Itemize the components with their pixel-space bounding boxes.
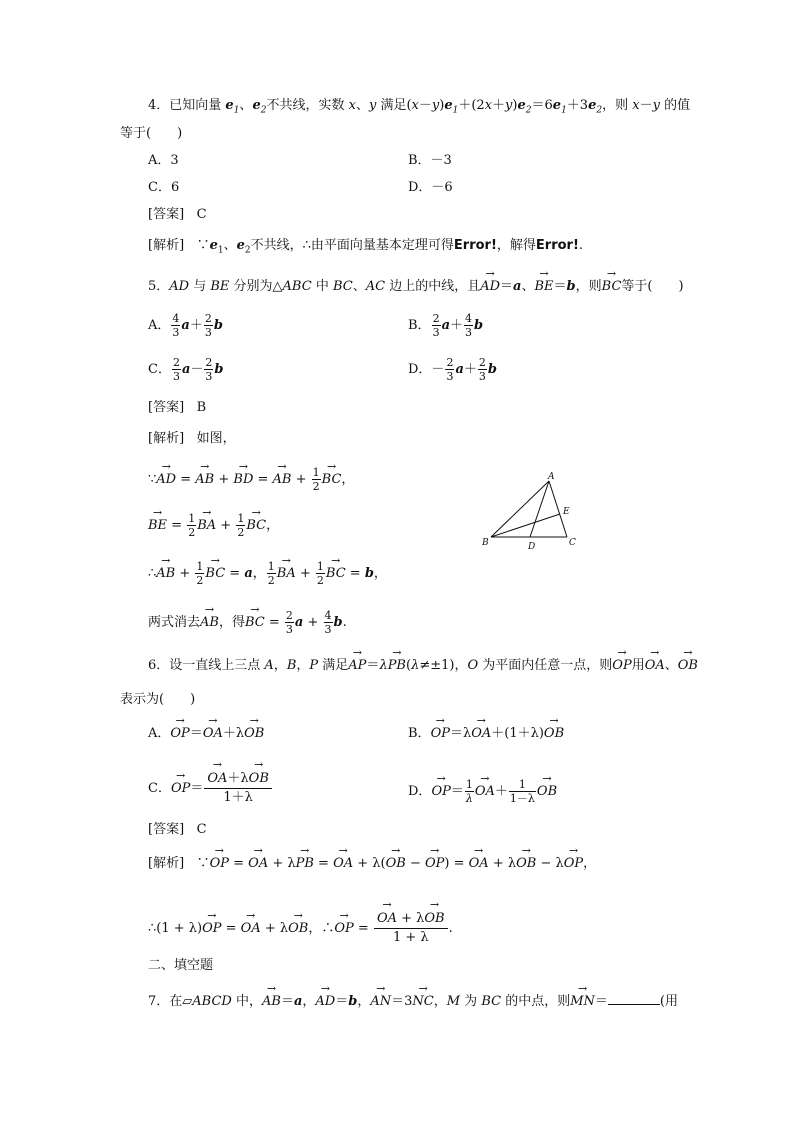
q4-stem-line2: 等于( ) xyxy=(120,126,183,141)
q5-option-a[interactable]: A． $\frac{4}{3}$ a＋ $\frac{2}{3}$ b xyxy=(148,312,223,339)
q4-answer: [答案] C xyxy=(148,207,207,222)
triangle-figure xyxy=(478,470,588,554)
q6-stem-line2: 表示为( ) xyxy=(120,692,196,707)
q4-option-b[interactable]: B．－3 xyxy=(408,153,452,168)
side-ab xyxy=(491,481,549,537)
q5-analysis-line3: ∴→ AB + $\frac{1}{2}$ → BC = a， $\frac{1}{2}$ → BA + $\frac{1}{2}$ → BC = b， xyxy=(148,560,387,587)
q6-option-d[interactable]: D．→ OP＝ $\frac{1}{\lambda}$ → OA＋ $\frac{1}{1-\lambda}$ → OB xyxy=(408,778,557,805)
q5-option-b[interactable]: B． $\frac{2}{3}$ a＋ $\frac{4}{3}$ b xyxy=(408,312,484,339)
q5-answer: [答案] B xyxy=(148,400,207,415)
q4-option-c[interactable]: C．6 xyxy=(148,180,180,195)
q7-answer-blank[interactable] xyxy=(608,992,660,1005)
q5-analysis-line1: ∵→ AD = → AB + → BD = → AB + $\frac{1}{2}$ → BC， xyxy=(148,466,354,493)
median-be xyxy=(491,514,560,537)
q6-analysis-line1: [解析] ∵→ OP = → OA + λ→ PB = → OA + λ(→ OB − → OP) = → OA + λ→ OB − λ→ OP， xyxy=(148,856,596,872)
q7-stem: 7．在▱ABCD 中，→ AB＝a，→ AD＝b，→ AN＝3→ NC，M 为 BC 的中点，则→ MN＝ (用 xyxy=(148,992,678,1010)
q6-answer: [答案] C xyxy=(148,822,207,837)
label-d: D xyxy=(528,542,536,552)
q6-stem-line1: 6．设一直线上三点 A，B，P 满足→ AP＝λ→ PB(λ≠±1)，O 为平面内任意一点，则→ OP用→ OA、→ OB xyxy=(148,658,698,674)
q5-option-d[interactable]: D．－ $\frac{2}{3}$ a＋ $\frac{2}{3}$ b xyxy=(408,356,497,383)
q4-stem-line1: 4．已知向量 $e_1$、$e_2$不共线，实数 x、y 满足$(x-y)e_1+(2x+y)e_2=6e_1+3e_2$，则 x－y 的值 xyxy=(148,98,691,116)
median-ad xyxy=(530,481,549,537)
label-b: B xyxy=(482,538,489,548)
q5-analysis-line4: 两式消去→ AB，得→ BC = $\frac{2}{3}$ a + $\frac{4}{3}$ b. xyxy=(148,609,347,636)
section-heading: 二、填空题 xyxy=(148,958,214,973)
q5-analysis-line2: → BE = $\frac{1}{2}$ → BA + $\frac{1}{2}$ → BC， xyxy=(148,512,279,539)
q6-option-b[interactable]: B．→ OP＝λ→ OA＋(1＋λ)→ OB xyxy=(408,726,564,742)
label-e: E xyxy=(563,507,570,517)
label-c: C xyxy=(569,538,576,548)
q4-analysis: [解析] $\because e_1$、$e_2$不共线，∴由平面向量基本定理可得Error!，解得Error!. xyxy=(148,238,584,256)
q4-option-a[interactable]: A．3 xyxy=(148,153,179,168)
q5-analysis-label: [解析] 如图， xyxy=(148,431,236,446)
q5-option-c[interactable]: C． $\frac{2}{3}$ a－ $\frac{2}{3}$ b xyxy=(148,356,224,383)
q4-option-d[interactable]: D．－6 xyxy=(408,180,453,195)
q6-option-a[interactable]: A．→ OP＝→ OA＋λ→ OB xyxy=(148,726,264,742)
label-a: A xyxy=(548,472,555,482)
q5-stem: 5．AD 与 BE 分别为△ABC 中 BC、AC 边上的中线，且→ AD＝a、→ BE＝b，则→ BC等于( ) xyxy=(148,279,684,295)
q6-option-c[interactable]: C．→ OP＝ → OA＋λ→ OB 1＋λ xyxy=(148,770,273,807)
q6-analysis-line2: ∴(1 + λ)→ OP = → OA + λ→ OB，∴→ OP = → OA + λ→ OB 1 + λ . xyxy=(148,910,453,947)
